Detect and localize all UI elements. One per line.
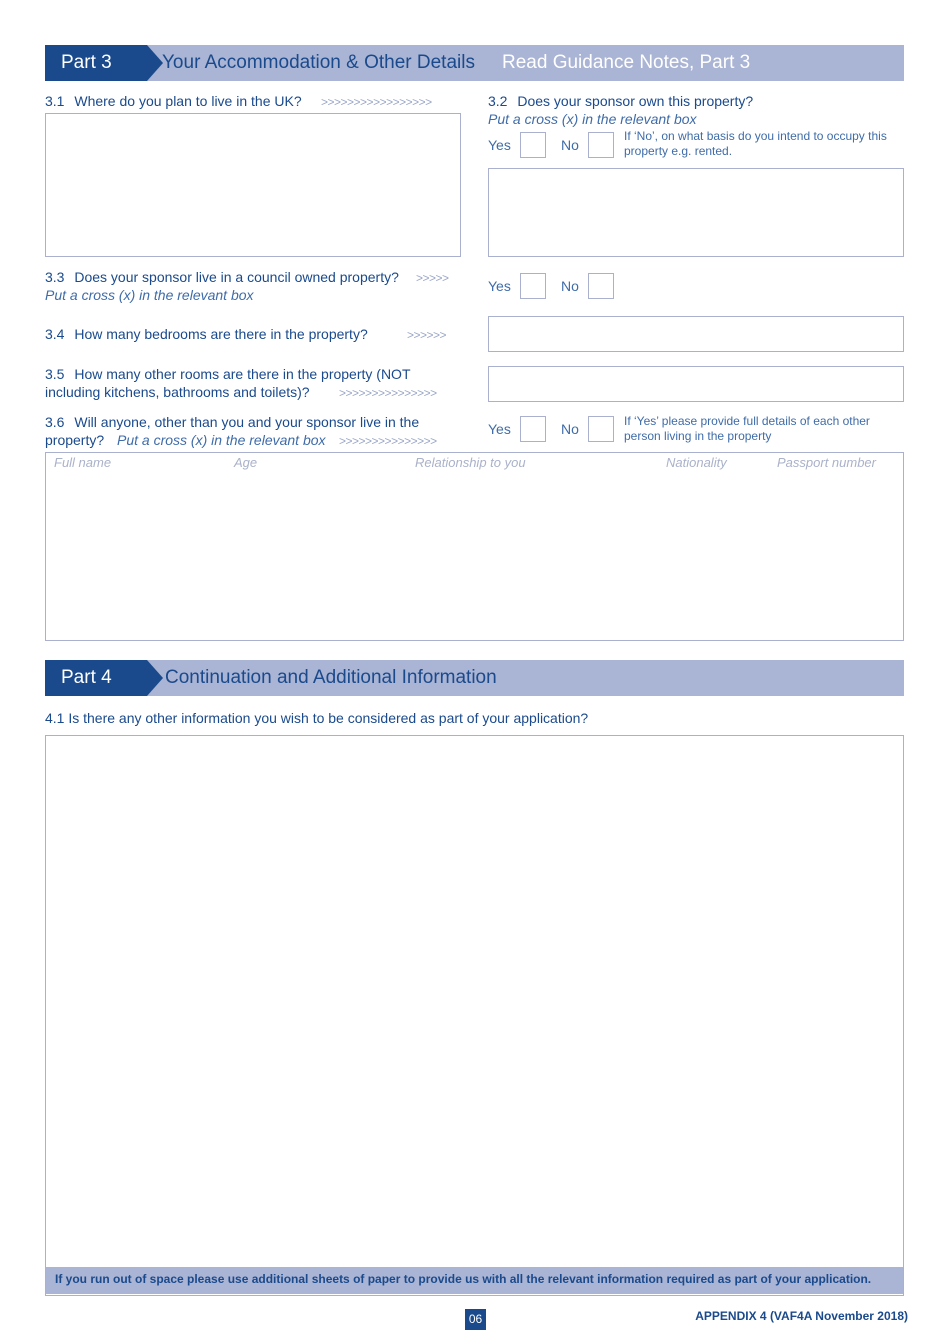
- continuation-note: If you run out of space please use additional sheets of paper to provide us with all the relevant information required as part of your application.: [46, 1267, 903, 1294]
- q34-arrows: >>>>>>: [407, 328, 447, 342]
- q33-yes-label: Yes: [488, 278, 511, 294]
- q36-arrows: >>>>>>>>>>>>>>>: [339, 434, 437, 448]
- q35-label-line1: [45, 366, 411, 382]
- column-age: Age: [234, 455, 258, 470]
- q36-hint: If ‘Yes’ please provide full details of each other person living in the property: [624, 414, 870, 443]
- part3-tag-arrow: [147, 45, 163, 81]
- page-number: 06: [465, 1309, 486, 1330]
- q31-text: Where do you plan to live in the UK?: [74, 93, 302, 109]
- q35-text-line2: including kitchens, bathrooms and toilets)?: [45, 384, 310, 400]
- q33-no-label: No: [561, 278, 579, 294]
- q31-answer-field[interactable]: [45, 113, 461, 257]
- column-relationship: Relationship to you: [415, 455, 526, 470]
- column-passport-number: Passport number: [777, 455, 876, 470]
- q33-text: Does your sponsor live in a council owned property?: [74, 269, 399, 285]
- q33-no-checkbox[interactable]: [588, 273, 614, 299]
- q36-no-label: No: [561, 421, 579, 437]
- q36-text-line2: property?: [45, 432, 105, 448]
- q32-yes-label: Yes: [488, 137, 511, 153]
- part4-tag: Part 4: [45, 660, 147, 696]
- q41-additional-info-field[interactable]: [45, 735, 904, 1296]
- q32-hint: If ‘No’, on what basis do you intend to occupy this property e.g. rented.: [624, 129, 887, 158]
- q31-arrows: >>>>>>>>>>>>>>>>>: [321, 95, 432, 109]
- q36-number: 3.6: [45, 414, 65, 430]
- q41-label: 4.1 Is there any other information you wish to be considered as part of your application?: [45, 710, 589, 726]
- q32-note: Put a cross (x) in the relevant box: [488, 111, 697, 127]
- q32-no-label: No: [561, 137, 579, 153]
- q36-details-field[interactable]: [45, 452, 904, 641]
- part3-header: [45, 45, 904, 81]
- q34-label: [45, 326, 368, 342]
- q35-text-line1: How many other rooms are there in the property (NOT: [74, 366, 411, 382]
- part4-title: Continuation and Additional Information: [165, 667, 497, 688]
- q32-yes-checkbox[interactable]: [520, 132, 546, 158]
- q35-number: 3.5: [45, 366, 65, 382]
- part4-header: [45, 660, 904, 696]
- q33-yes-checkbox[interactable]: [520, 273, 546, 299]
- q33-label: [45, 269, 399, 285]
- q36-note: Put a cross (x) in the relevant box: [117, 432, 326, 448]
- q33-number: 3.3: [45, 269, 65, 285]
- q36-yes-checkbox[interactable]: [520, 416, 546, 442]
- q31-label: [45, 93, 302, 109]
- q36-label-line1: [45, 414, 419, 430]
- part3-subtitle: Read Guidance Notes, Part 3: [502, 52, 751, 73]
- part3-tag: Part 3: [45, 45, 147, 81]
- q36-yes-label: Yes: [488, 421, 511, 437]
- part3-title: Your Accommodation & Other Details: [162, 52, 475, 73]
- q36-no-checkbox[interactable]: [588, 416, 614, 442]
- part4-tag-arrow: [147, 660, 163, 696]
- q31-number: 3.1: [45, 93, 65, 109]
- q32-number: 3.2: [488, 93, 508, 109]
- column-full-name: Full name: [54, 455, 112, 470]
- q32-no-checkbox[interactable]: [588, 132, 614, 158]
- q36-text-line1: Will anyone, other than you and your sponsor live in the: [74, 414, 420, 430]
- q32-basis-field[interactable]: [488, 168, 904, 257]
- appendix-label: APPENDIX 4 (VAF4A November 2018): [695, 1309, 908, 1323]
- q32-text: Does your sponsor own this property?: [517, 93, 754, 109]
- q34-bedrooms-field[interactable]: [488, 316, 904, 352]
- q33-arrows: >>>>>: [416, 271, 449, 285]
- q32-label: [488, 93, 753, 109]
- column-nationality: Nationality: [666, 455, 727, 470]
- q34-text: How many bedrooms are there in the property?: [74, 326, 368, 342]
- q33-note: Put a cross (x) in the relevant box: [45, 287, 254, 303]
- q35-arrows: >>>>>>>>>>>>>>>: [339, 386, 437, 400]
- q35-rooms-field[interactable]: [488, 366, 904, 402]
- q34-number: 3.4: [45, 326, 65, 342]
